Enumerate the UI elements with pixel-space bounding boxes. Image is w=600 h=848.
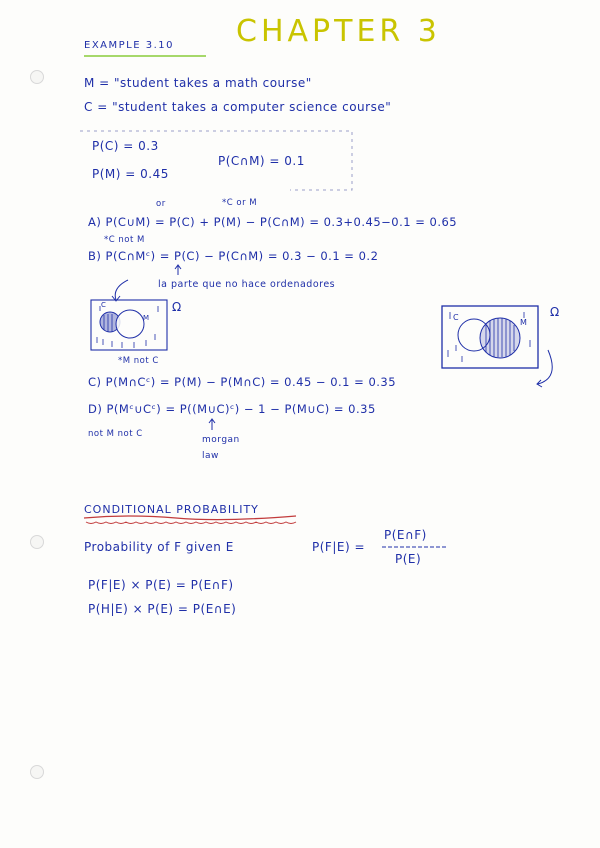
up-arrow-d <box>209 419 215 430</box>
conditional-eq1: P(F|E) × P(E) = P(E∩F) <box>88 578 234 592</box>
given-pcm: P(C∩M) = 0.1 <box>218 154 305 168</box>
conditional-eq2: P(H|E) × P(E) = P(E∩E) <box>88 602 237 616</box>
omega-label-right: Ω <box>550 305 560 319</box>
example-label: EXAMPLE 3.10 <box>84 40 175 51</box>
part-a-line: A) P(C∪M) = P(C) + P(M) − P(C∩M) = 0.3+0.45−0.1 = 0.65 <box>88 215 458 229</box>
conditional-denominator: P(E) <box>395 552 422 566</box>
curve-arrow-left <box>112 280 128 301</box>
note-morgan-law: morgan law <box>202 435 240 461</box>
up-arrow-b <box>175 265 181 275</box>
definition-c: C = "student takes a computer science course" <box>84 100 392 114</box>
part-c-line: C) P(M∩Cᶜ) = P(M) − P(M∩C) = 0.45 − 0.1 = 0.35 <box>88 375 397 389</box>
conditional-numerator: P(E∩F) <box>384 528 427 542</box>
part-b-line: B) P(C∩Mᶜ) = P(C) − P(C∩M) = 0.3 − 0.1 = 0.2 <box>88 249 379 263</box>
venn-right-c-label: C <box>453 313 460 322</box>
given-pm: P(M) = 0.45 <box>92 167 169 181</box>
conditional-heading: CONDITIONAL PROBABILITY <box>84 503 259 516</box>
omega-label-left: Ω <box>172 300 182 314</box>
venn-diagram-right <box>442 306 538 368</box>
conditional-definition: Probability of F given E <box>84 540 234 554</box>
note-m-not-c: *M not C <box>118 356 159 366</box>
venn-left-c-label: C <box>101 301 107 309</box>
part-d-line: D) P(Mᶜ∪Cᶜ) = P((M∪C)ᶜ) − 1 − P(M∪C) = 0.35 <box>88 402 376 416</box>
curve-arrow-right <box>537 350 552 387</box>
chapter-title: CHAPTER 3 <box>236 14 441 49</box>
part-b-annotation: la parte que no hace ordenadores <box>158 279 336 290</box>
note-or: or <box>156 199 166 209</box>
note-c-or-m: *C or M <box>222 198 258 208</box>
venn-diagram-left <box>91 300 167 350</box>
conditional-formula-lhs: P(F|E) = <box>312 540 365 554</box>
note-not-m-not-c: not M not C <box>88 429 143 439</box>
definition-m: M = "student takes a math course" <box>84 76 312 90</box>
venn-left-m-label: M <box>143 314 150 322</box>
venn-right-m-label: M <box>520 318 528 327</box>
conditional-underline <box>84 516 296 520</box>
given-dashed-box <box>80 131 352 190</box>
note-c-not-m: *C not M <box>104 235 145 245</box>
given-pc: P(C) = 0.3 <box>92 139 159 153</box>
